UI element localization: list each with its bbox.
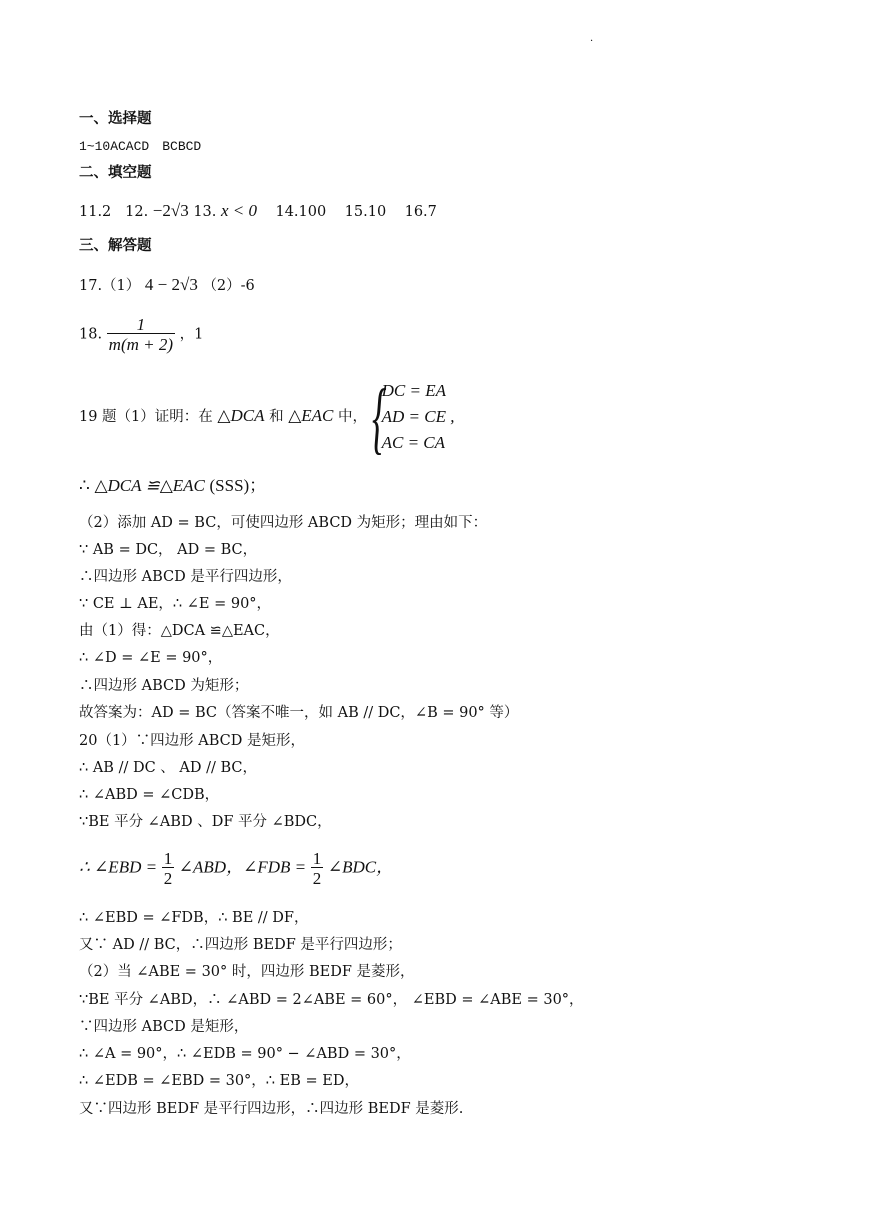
- fraction-numerator: 1: [136, 315, 146, 334]
- answer-19-conclusion: [79, 477, 266, 495]
- proof-line: （2）添加 AD = BC，可使四边形 ABCD 为矩形；理由如下：: [79, 515, 488, 531]
- answer-17-label: 17.（1）: [79, 278, 141, 294]
- answer-17-part1: 4 − 2√3: [144, 275, 198, 294]
- top-mark: ·: [590, 36, 594, 47]
- answer-13-value: x < 0: [221, 201, 258, 220]
- answer-18-tail: ，1: [179, 326, 204, 343]
- proof-line: ∴ ∠ABD = ∠CDB，: [79, 787, 220, 803]
- proof-line: ∵四边形 ABCD 是矩形，: [79, 1019, 249, 1035]
- congruence-statement: △DCA ≌△EAC: [94, 476, 205, 495]
- proof-line: ∴四边形 ABCD 为矩形；: [79, 678, 249, 694]
- proof-line: （2）当 ∠ABE = 30° 时，四边形 BEDF 是菱形，: [79, 964, 415, 980]
- therefore-symbol: ∴: [79, 476, 90, 495]
- fraction-denominator: 2: [312, 869, 322, 888]
- proof-line: 故答案为：AD = BC（答案不唯一，如 AB // DC，∠B = 90° 等）: [79, 705, 519, 721]
- fraction-line-prefix: ∴ ∠EBD =: [79, 857, 158, 877]
- answer-15: 15.10: [344, 204, 387, 220]
- proof-line: ∴ ∠A = 90°，∴ ∠EDB = 90° − ∠ABD = 30°，: [79, 1046, 411, 1062]
- proof-line: ∴四边形 ABCD 是平行四边形，: [79, 569, 292, 585]
- proof-line: ∵BE 平分 ∠ABD 、DF 平分 ∠BDC，: [79, 814, 332, 830]
- answer-14: 14.100: [275, 204, 327, 220]
- and-word: 和: [269, 409, 284, 425]
- left-brace-icon: {: [371, 374, 387, 462]
- answer-11: 11.2: [79, 204, 112, 220]
- section-heading-fill: 二、填空题: [79, 164, 152, 181]
- triangle-dca: △DCA: [217, 406, 265, 425]
- section-heading-choice: 一、选择题: [79, 110, 152, 127]
- answer-18-label: 18.: [79, 326, 103, 343]
- fraction-line-suffix: ∠BDC，: [327, 857, 394, 877]
- proof-line: 又∵四边形 BEDF 是平行四边形，∴四边形 BEDF 是菱形.: [79, 1101, 464, 1117]
- fraction-line-middle: ∠ABD，∠FDB =: [178, 857, 307, 877]
- system-row-3: AC = CA: [381, 433, 446, 452]
- proof-line: ∴ ∠EBD = ∠FDB，∴ BE // DF，: [79, 910, 309, 926]
- proof-line: ∴ ∠EDB = ∠EBD = 30°，∴ EB = ED，: [79, 1073, 359, 1089]
- answer-17: [79, 276, 255, 294]
- proof-line: ∵ CE ⊥ AE，∴ ∠E = 90°，: [79, 596, 272, 612]
- fraction-numerator: 1: [163, 849, 173, 868]
- proof-line: ∵BE 平分 ∠ABD，∴ ∠ABD = 2∠ABE = 60°， ∠EBD = ∠ABE = 30°，: [79, 992, 584, 1008]
- system-row-1: DC = EA: [381, 381, 446, 400]
- proof-line: ∴ ∠D = ∠E = 90°，: [79, 650, 223, 666]
- answer-19-label: 19 题（1）证明：在: [79, 409, 213, 425]
- answer-16: 16.7: [404, 204, 437, 220]
- fraction-numerator: 1: [312, 849, 322, 868]
- equation-system: [371, 374, 455, 462]
- answer-19-proof-header: [79, 374, 455, 462]
- half-fraction-1: [162, 850, 175, 887]
- mid-word: 中，: [338, 409, 367, 425]
- fill-answers-line: [79, 202, 437, 220]
- answer-13-label: 13.: [193, 204, 217, 220]
- proof-line: 由（1）得：△DCA ≌△EAC，: [79, 623, 280, 639]
- answer-18-fraction: [107, 316, 175, 353]
- proof-line: 20（1）∵四边形 ABCD 是矩形，: [79, 733, 306, 749]
- answer-12-value: −2√3: [152, 201, 189, 220]
- half-fraction-2: [311, 850, 324, 887]
- answer-12-label: 12.: [125, 204, 149, 220]
- sss-note: (SSS)；: [209, 476, 267, 495]
- proof-line: ∵ AB = DC， AD = BC，: [79, 542, 258, 558]
- section-heading-solve: 三、解答题: [79, 237, 152, 254]
- answer-18: [79, 316, 203, 353]
- answer-1-10: 1~10ACACD BCBCD: [79, 139, 202, 154]
- triangle-eac: △EAC: [288, 406, 334, 425]
- proof-line: 又∵ AD // BC，∴四边形 BEDF 是平行四边形；: [79, 937, 402, 953]
- fraction-denominator: 2: [163, 869, 173, 888]
- answer-17-part2: （2）-6: [202, 278, 255, 294]
- fraction-denominator: m(m + 2): [108, 335, 174, 354]
- proof-line: ∴ AB // DC 、 AD // BC，: [79, 760, 257, 776]
- system-row-2: AD = CE ,: [381, 407, 455, 426]
- answer-20-fraction-line: [79, 850, 393, 887]
